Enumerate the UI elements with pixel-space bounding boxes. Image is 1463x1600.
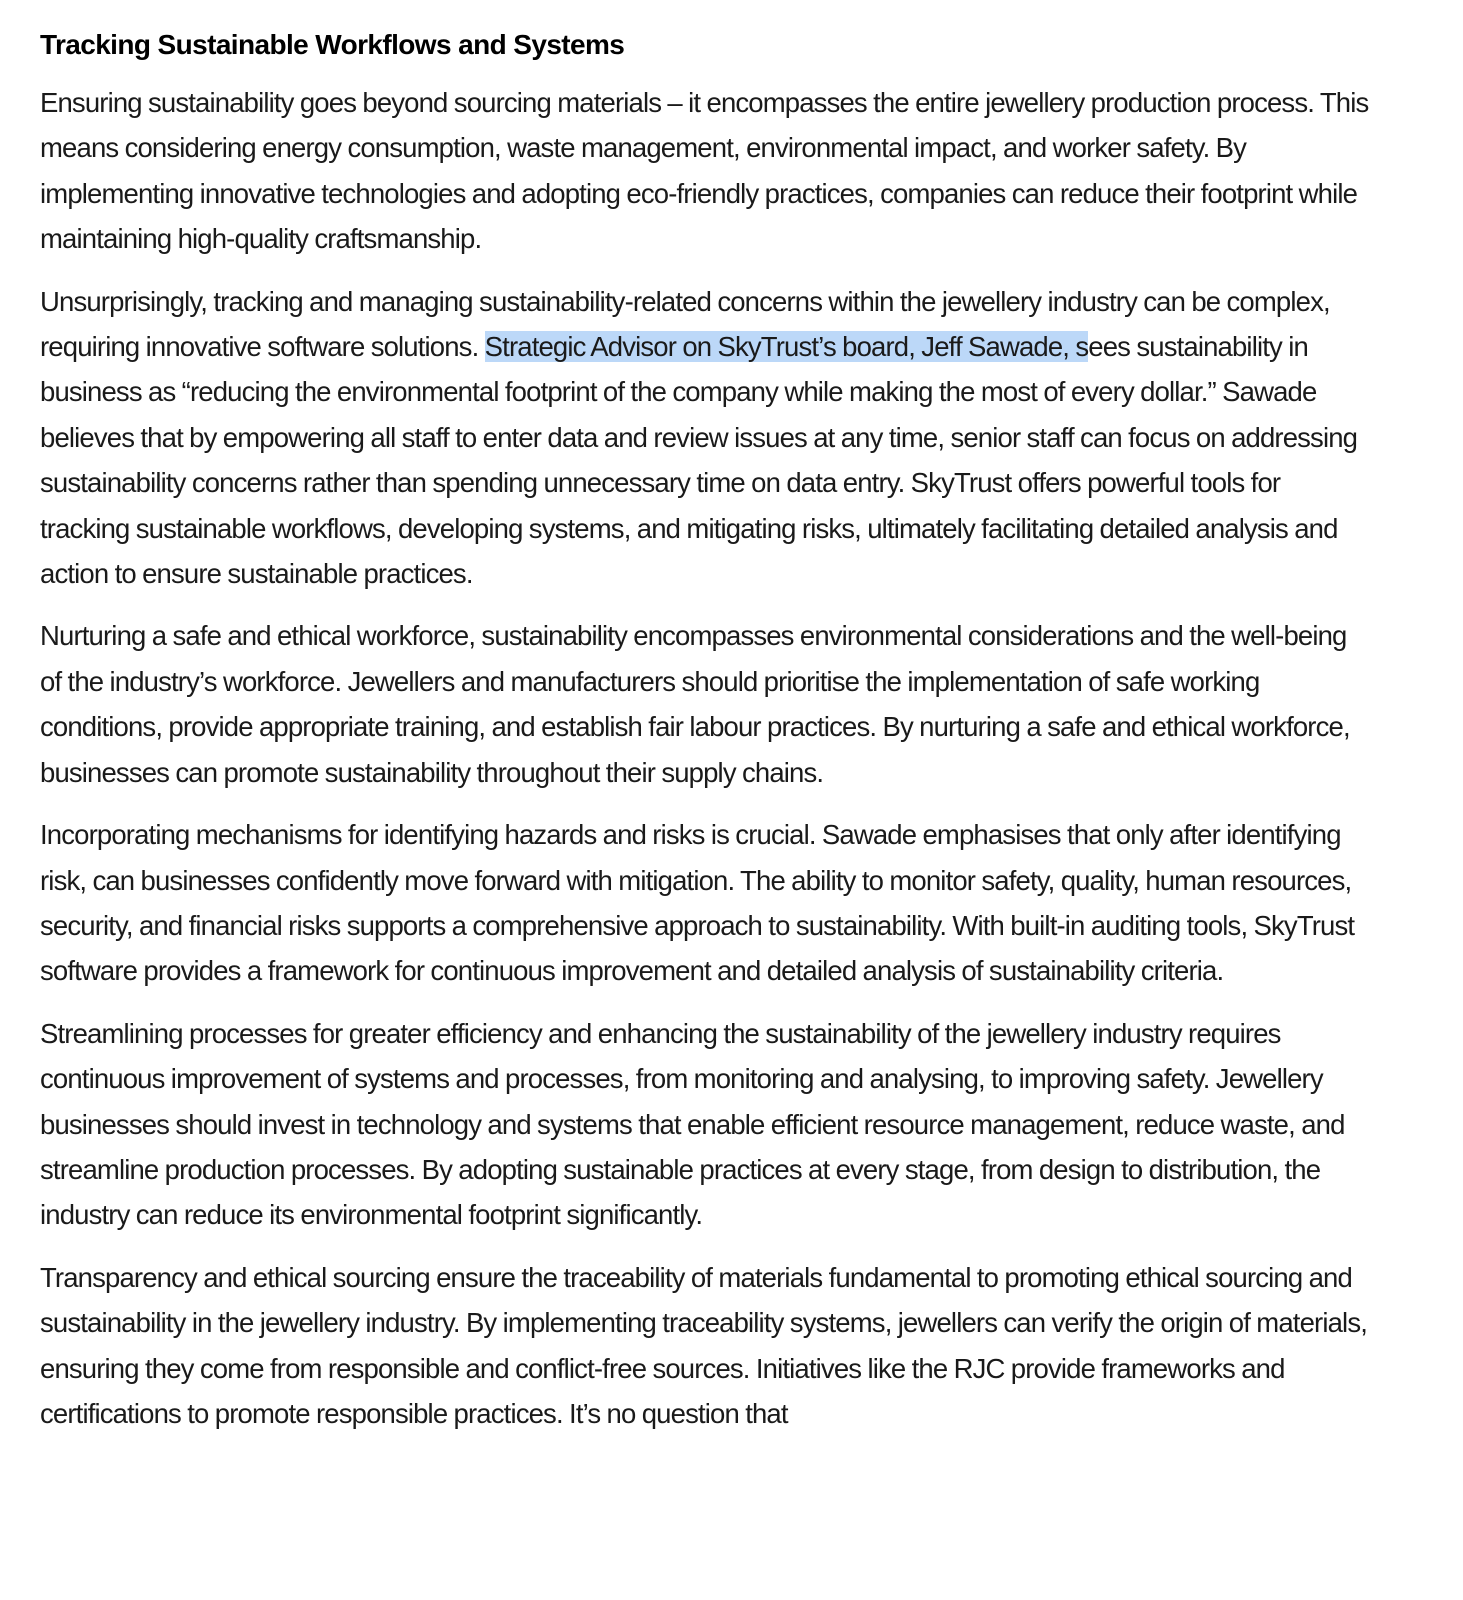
paragraph-6: Transparency and ethical sourcing ensure the traceability of materials fundamental to promoting ethical sourcing and sustainability in the jewellery industry. By implementing traceability systems, jewellers can verify the origin of materials, ensuring they come from responsible and conflict-free sources. Initiatives like the RJC provide frameworks and certifications to promote responsible practices. It’s no question that (40, 1261, 1368, 1429)
selected-text-highlight[interactable]: Strategic Advisor on SkyTrust’s board, Jeff Sawade, s (484, 331, 1089, 363)
paragraph-3: Nurturing a safe and ethical workforce, sustainability encompasses environmental considerations and the well-being of the industry’s workforce. Jewellers and manufacturers should prioritise the implementation of safe working conditions, provide appropriate training, and establish fair labour practices. By nurturing a safe and ethical workforce, businesses can promote sustainability throughout their supply chains. (40, 620, 1350, 788)
paragraph-2-text-after: ees sustainability in business as “reducing the environmental footprint of the company while making the most of every dollar.” Sawade believes that by empowering all staff to enter data and review issues at any time, senior staff can focus on addressing sustainability concerns rather than spending unnecessary time on data entry. SkyTrust offers powerful tools for tracking sustainable workflows, developing systems, and mitigating risks, ultimately facilitating detailed analysis and action to ensure sustainable practices. (40, 331, 1358, 590)
article (40, 24, 1370, 1453)
paragraph-2-text-before: Unsurprisingly, tracking and managing sustainability-related concerns within the jewellery industry can be complex, requiring innovative software solutions. (40, 285, 1330, 363)
article-title: Tracking Sustainable Workflows and Systems (40, 29, 625, 60)
paragraph-4: Incorporating mechanisms for identifying hazards and risks is crucial. Sawade emphasises that only after identifying risk, can businesses confidently move forward with mitigation. The ability to monitor safety, quality, human resources, security, and financial risks supports a comprehensive approach to sustainability. With built-in auditing tools, SkyTrust software provides a framework for continuous improvement and detailed analysis of sustainability criteria. (40, 819, 1355, 987)
paragraph-2 (40, 279, 1370, 597)
paragraph-5: Streamlining processes for greater efficiency and enhancing the sustainability of the jewellery industry requires continuous improvement of systems and processes, from monitoring and analysing, to improving safety. Jewellery businesses should invest in technology and systems that enable efficient resource management, reduce waste, and streamline production processes. By adopting sustainable practices at every stage, from design to distribution, the industry can reduce its environmental footprint significantly. (40, 1017, 1345, 1231)
paragraph-1: Ensuring sustainability goes beyond sourcing materials – it encompasses the entire jewellery production process. This means considering energy consumption, waste management, environmental impact, and worker safety. By implementing innovative technologies and adopting eco-friendly practices, companies can reduce their footprint while maintaining high-quality craftsmanship. (40, 87, 1369, 255)
